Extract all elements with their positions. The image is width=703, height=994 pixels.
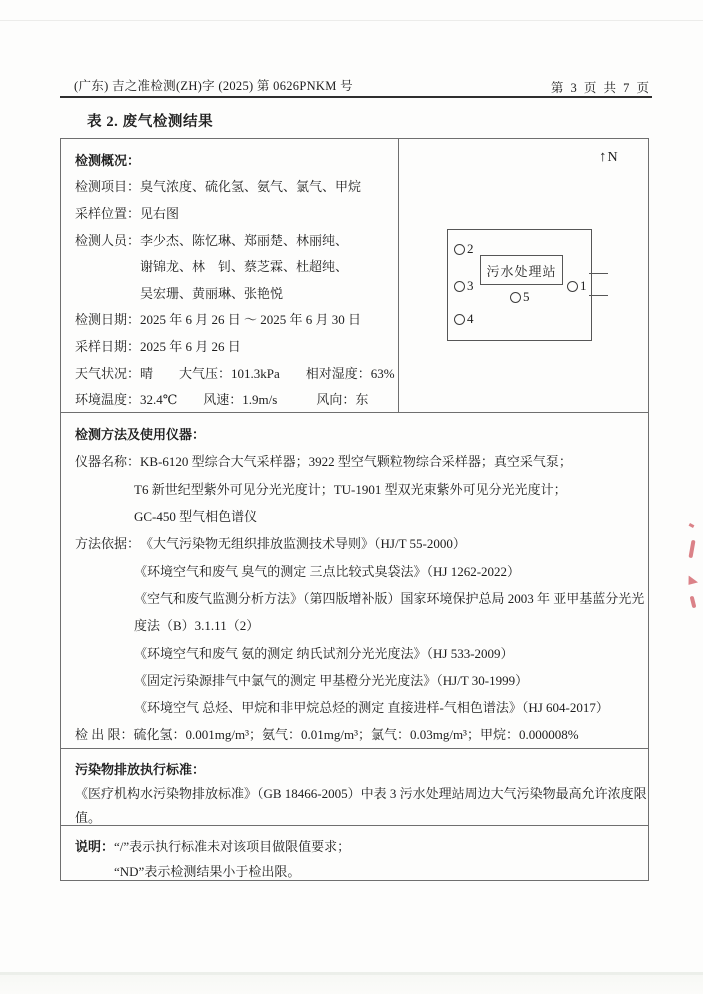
- sampling-point-1: [567, 278, 587, 294]
- basis-text: 《大气污染物无组织排放监测技术导则》（HJ/T 55-2000）: [140, 536, 466, 552]
- section-methods: [61, 413, 648, 749]
- overview-sample-date: 采样日期：2025 年 6 月 26 日: [75, 338, 241, 354]
- paper-bottom-edge: [0, 972, 703, 994]
- table-title: 表 2. 废气检测结果: [87, 114, 214, 130]
- methods-heading: 检测方法及使用仪器：: [75, 427, 206, 443]
- overview-weather: 天气状况：晴 大气压：101.3kPa 相对湿度：63%: [75, 365, 395, 381]
- page-indicator: 第 3 页 共 7 页: [550, 81, 651, 95]
- station-label: 污水处理站: [486, 263, 557, 279]
- notes-text: “/”表示执行标准未对该项目做限值要求；: [114, 839, 351, 854]
- basis-line: 《空气和废气监测分析方法》（第四版增补版）国家环境保护总局 2003 年 亚甲基蓝分光光: [134, 590, 645, 606]
- basis-label: 方法依据：: [75, 536, 141, 552]
- station-box: [480, 255, 563, 285]
- basis-line: 《环境空气和废气 臭气的测定 三点比较式臭袋法》（HJ 1262-2022）: [134, 563, 521, 579]
- instrument-line: [75, 447, 636, 474]
- seal-fragment: [690, 596, 697, 609]
- section-standards: [61, 749, 648, 826]
- instrument-label: 仪器名称：: [75, 454, 141, 470]
- point-label: 1: [580, 278, 587, 293]
- notes-label: 说明：: [75, 839, 115, 854]
- result-table: [60, 138, 649, 881]
- sampling-point-3: [454, 278, 474, 294]
- sampling-point-2: [454, 241, 474, 257]
- basis-line: 度法（B）3.1.11（2）: [134, 618, 260, 634]
- notes-line: “ND”表示检测结果小于检出限。: [114, 864, 301, 879]
- gate-tick: [589, 273, 608, 274]
- north-arrow-icon: ↑: [599, 149, 608, 165]
- point-label: 3: [467, 278, 474, 293]
- point-circle-icon: [454, 281, 465, 292]
- detection-limit-line: 检 出 限：硫化氢：0.001mg/m³；氨气：0.01mg/m³；氯气：0.03mg/m³；甲烷：0.000008%: [75, 727, 579, 743]
- instrument-line: T6 新世纪型紫外可见分光光度计；TU-1901 型双光束紫外可见分光光度计；: [134, 481, 567, 497]
- point-label: 5: [523, 289, 530, 304]
- point-circle-icon: [567, 281, 578, 292]
- sampling-point-5: [510, 289, 530, 305]
- paper-top-edge: [0, 20, 703, 21]
- instrument-line: GC-450 型气相色谱仪: [134, 509, 258, 525]
- notes-line: [75, 833, 636, 858]
- overview-test-date: 检测日期：2025 年 6 月 26 日 ～ 2025 年 6 月 30 日: [75, 312, 362, 328]
- point-label: 2: [467, 241, 474, 256]
- seal-fragment: [689, 523, 695, 528]
- seal-fragment: [688, 540, 695, 558]
- column-divider: [398, 139, 399, 413]
- north-label: N: [607, 150, 619, 165]
- basis-line: 《环境空气和废气 氨的测定 纳氏试剂分光光度法》（HJ 533-2009）: [134, 645, 514, 661]
- overview-project: 检测项目：臭气浓度、硫化氢、氨气、氯气、甲烷: [75, 179, 362, 195]
- gate-tick: [589, 295, 608, 296]
- standards-heading: 污染物排放执行标准：: [75, 761, 206, 777]
- seal-fragment: [686, 576, 699, 588]
- overview-heading: 检测概况：: [75, 152, 141, 168]
- standards-text-line: 值。: [75, 809, 102, 825]
- section-overview: [61, 139, 648, 413]
- overview-position: 采样位置：见右图: [75, 205, 180, 221]
- overview-staff-line: 检测人员：李少杰、陈忆琳、郑丽楚、林丽纯、: [75, 232, 349, 248]
- overview-staff-line: 吴宏珊、黄丽琳、张艳悦: [140, 285, 284, 301]
- basis-line: 《固定污染源排气中氯气的测定 甲基橙分光光度法》（HJ/T 30-1999）: [134, 672, 529, 688]
- point-label: 4: [467, 311, 474, 326]
- standards-text-line: 《医疗机构水污染物排放标准》（GB 18466-2005）中表 3 污水处理站周边大气污染物最高允许浓度限: [75, 785, 647, 801]
- point-circle-icon: [454, 314, 465, 325]
- report-number: (广东) 吉之准检测(ZH)字 (2025) 第 0626PNKM 号: [74, 79, 353, 93]
- header-rule: [60, 96, 652, 98]
- point-circle-icon: [454, 244, 465, 255]
- point-circle-icon: [510, 292, 521, 303]
- overview-environment: 环境温度：32.4℃ 风速：1.9m/s 风向：东: [75, 392, 369, 408]
- section-notes: [61, 826, 648, 880]
- north-indicator: [599, 149, 619, 166]
- sampling-point-4: [454, 311, 474, 327]
- overview-staff-line: 谢锦龙、林 钊、蔡芝霖、杜超纯、: [140, 259, 349, 275]
- instrument-text: KB-6120 型综合大气采样器；3922 型空气颗粒物综合采样器；真空采气泵；: [140, 454, 572, 470]
- basis-line: 《环境空气 总烃、甲烷和非甲烷总烃的测定 直接进样-气相色谱法》（HJ 604-2017）: [134, 700, 609, 716]
- basis-line: [75, 529, 636, 556]
